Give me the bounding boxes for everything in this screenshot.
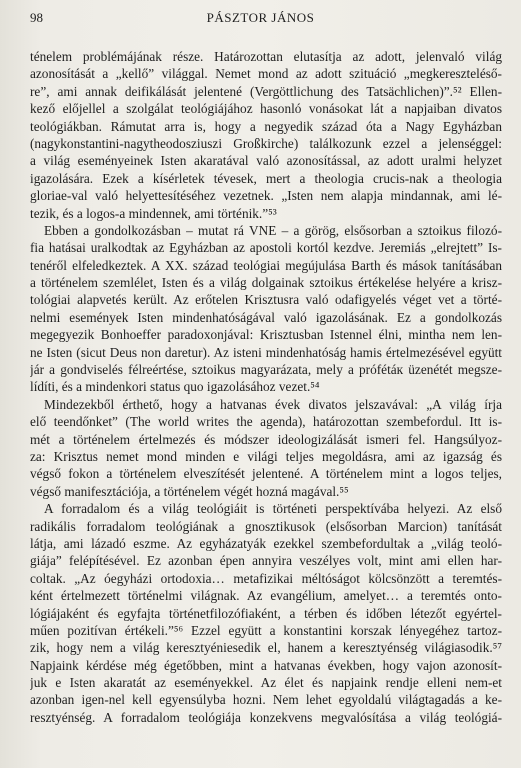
- running-head: PÁSZTOR JÁNOS: [206, 10, 315, 25]
- text-line: teológiákban. Rámutat arra is, hogy a negyedik század óta a Nagy Egyházban: [30, 118, 502, 134]
- text-line: azonban igen-nel kell egyensúlyba hozni. Nem lehet egyoldalú világtagadás a ke-: [30, 692, 502, 708]
- text-line: tológiai alapvetés került. Az erőtelen Krisztusra való odafigyelés véget vet a törté-: [30, 292, 502, 308]
- text-line: coltak. „Az óegyházi ortodoxia… metafizikai méltóságot kölcsönzött a teremtés-: [30, 570, 502, 586]
- text-line: tenéről elfeledkeztek. A XX. század teológiai megújulása Barth és mások tanításában: [30, 257, 502, 273]
- body-text: [30, 48, 502, 726]
- text-line: műen pozitívan értékeli.”⁵⁶ Ezzel együtt a konstantini korszak lényegéhez tartoz-: [30, 622, 502, 638]
- text-line: Ebben a gondolkozásban – mutat rá VNE – a görög, elsősorban a sztoikus filozó-: [44, 222, 502, 238]
- text-line: tezik, és a logos-a mindennek, ami történik.”⁵³: [30, 205, 277, 221]
- text-line: mét a történelem értelmezés és módszer ideologizálását ismeri fel. Hangsúlyoz-: [30, 431, 502, 447]
- text-line: giája” felépítésével. Ez azonban épen annyira veszélyes volt, mint ami ellen har-: [30, 553, 502, 569]
- text-line: zik, hogy nem a világ keresztyéniesedik el, hanem a keresztyénség világiasodik.⁵⁷: [30, 640, 502, 656]
- text-line: gloriae-val való helyettesítéséhez vezetnek. „Isten nem alapja mindannak, ami lé-: [30, 188, 502, 204]
- text-line: (nagykonstantini-nagytheodosziuszi Großkirche) találkozunk ezzel a jelenséggel:: [30, 135, 502, 151]
- text-line: A forradalom és a világ teológiáit is történeti perspektívába helyezi. Az első: [44, 501, 502, 517]
- text-line: radikális forradalom teológiának a gnosztikusok (elsősorban Marcion) tanítását: [30, 518, 502, 534]
- text-line: za: Krisztus nemet mond minden e világi teljes megoldásra, ami az igazság és: [30, 448, 502, 464]
- text-line: lógiájaként és egyfajta történetfilozófiaként, a térben és időben létezőt egyértel-: [30, 605, 502, 621]
- text-line: a történelem szemlélet, Isten és a világ dolgainak sztoikus értékelése helyére a krisz-: [30, 275, 502, 291]
- text-line: megegyezik Bonhoeffer paradoxonjával: Krisztusban Istennel élni, mintha nem len-: [30, 327, 502, 343]
- text-line: jár a gondviselés félreértése, sztoikus magyarázata, mely a prófétáк üzenétét megsze-: [30, 362, 502, 378]
- text-line: Mindezekből érthető, hogy a hatvanas évek divatos jelszavával: „A világ írja: [44, 396, 502, 412]
- text-line: Napjaink kérdése még égetőbben, mint a hatvanas években, hogy vajon azonosít-: [30, 657, 502, 673]
- text-line: resztyénség. A forradalom teológiája konzekvens megvalósítása a világ teológiá-: [30, 709, 502, 725]
- text-line: ne Isten (sicut Deus non daretur). Az isteni mindenhatóság hamis értelmezésével együtt: [30, 344, 502, 360]
- text-line: végső manifesztációja, a történelem végét hozná magával.⁵⁵: [30, 483, 349, 499]
- text-line: lídíti, és a mindenkori status quo igazolásához vezet.⁵⁴: [30, 379, 320, 395]
- text-line: fia hatásai uralkodtak az Egyházban az apostoli kortól kezdve. Jeremiás „elrejtett” Is-: [30, 240, 502, 256]
- text-line: igazolására. Ezek a kísérletek tévesek, mert a theologia crucis-nak a theologia: [30, 170, 502, 186]
- page-number: 98: [30, 10, 43, 25]
- text-line: elő teendőnket” (The world writes the agenda), határozottan szembefordul. Itt is-: [30, 414, 502, 430]
- text-line: látja, ami lázadó eszme. Az egyházatyák ezekkel szembefordultak a „világ teoló-: [30, 535, 502, 551]
- text-line: azonosítását a „kellő” világgal. Nemet mond az adott szituáció „megkereszteléső-: [30, 66, 502, 82]
- text-line: re”, ami annak deifikálását jelentené (Vergöttlichung des Tatsächlichen)”.⁵² Ellen-: [30, 83, 502, 99]
- text-line: a világ eseményeinek Isten akaratával való azonosítással, az adott uralmi helyzet: [30, 153, 502, 169]
- text-line: kező előjellel a szolgálat teológiájához hasonló vonásokat lát a napjaiban divatos: [30, 101, 502, 117]
- text-line: végső fokon a történelem elveszítését jelentené. A történelem mint a logos teljes,: [30, 466, 502, 482]
- text-line: ként értelmezett történelmi világnak. Az evangélium, amelyet… a teremtés onto-: [30, 588, 502, 604]
- text-line: juk e Isten akaratát az eseményekkel. Az élet és napjaink rendje elleni nem-et: [30, 675, 502, 691]
- text-line: nelmi események Isten mindenhatóságával való igazolásának. Ez a gondolkozás: [30, 309, 502, 325]
- text-line: ténelem problémájának része. Határozottan elutasítja az adott, jelenvaló világ: [30, 49, 502, 64]
